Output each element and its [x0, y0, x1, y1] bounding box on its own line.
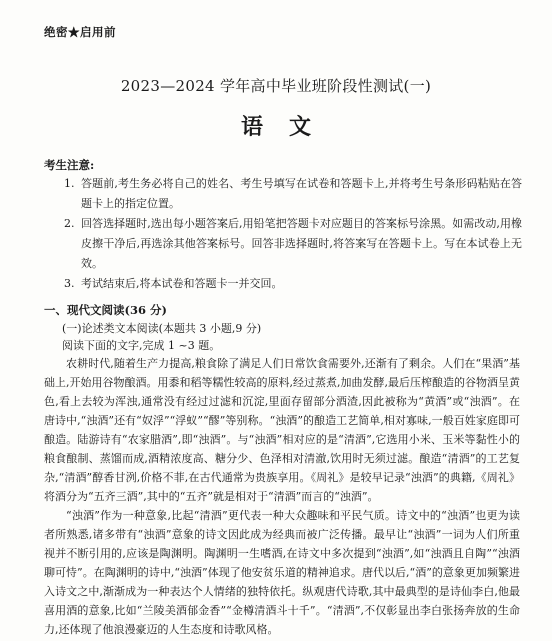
notice-item [44, 274, 522, 294]
notice-item-text: 考试结束后,将本试卷和答题卡一并交回。 [81, 277, 283, 290]
notice-item-number: 2. [64, 217, 75, 230]
passage-paragraph: 农耕时代,随着生产力提高,粮食除了满足人们日常饮食需要外,还渐有了剩余。人们在“果酒”基础上,开始用谷物酿酒。用黍和稻等糯性较高的原料,经过蒸煮,加曲发酵,最后压榨酿造的谷物酒呈黄色,看上去较为浑浊,通常没有经过过滤和沉淀,里面存留部分酒渣,因此被称为“黄酒”或“浊酒”。在唐诗中,“浊酒”还有“奴浮”“浮蚁”“醪”等别称。“浊酒”的酿造工艺简单,相对寡味,一般百姓家庭即可酿造。陆游诗有“农家腊酒”,即“浊酒”。与“浊酒”相对应的是“清酒”,它选用小米、玉米等黏性小的粮食酿制、蒸馏而成,酒精浓度高、糖分少、色泽相对清澈,饮用时无须过滤。酿造“清酒”的工艺复杂,“清酒”醇香甘洌,价格不菲,在古代通常为贵族享用。《周礼》是较早记录“浊酒”的典籍,《周礼》将酒分为“五齐三酒”,其中的“五齐”就是相对于“清酒”而言的“浊酒”。 [44, 357, 520, 503]
notice-item-text: 答题前,考生务必将自己的姓名、考生号填写在试卷和答题卡上,并将考生号条形码粘贴在答题卡上的指定位置。 [81, 177, 522, 210]
notice-item-text: 回答选择题时,选出每小题答案后,用铅笔把答题卡对应题目的答案标号涂黑。如需改动,用橡皮擦干净后,再选涂其他答案标号。回答非选择题时,将答案写在答题卡上。写在本试卷上无效。 [81, 217, 522, 270]
notice-list [44, 174, 522, 294]
notice-item-number: 1. [64, 177, 75, 190]
reading-instruction: 阅读下面的文字,完成 1 ~3 题。 [62, 339, 221, 352]
section-heading: 一、现代文阅读(36 分) [44, 303, 167, 317]
notice-heading: 考生注意: [44, 158, 95, 172]
passage-paragraph: “浊酒”作为一种意象,比起“清酒”更代表一种大众趣味和平民气质。诗文中的“浊酒”也更为读者所熟悉,诸多带有“浊酒”意象的诗文因此成为经典而被广泛传播。最早让“浊酒”一词为人们所重视并不断引用的,应该是陶渊明。陶渊明一生嗜酒,在诗文中多次提到“浊酒”,如“浊酒且自陶”“浊酒聊可恃”。在陶渊明的诗中,“浊酒”体现了他安贫乐道的精神追求。唐代以后,“酒”的意象更加频繁进入诗文之中,渐渐成为一种表达个人情绪的独特依托。纵观唐代诗歌,其中最典型的是诗仙李白,他最喜用酒的意象,比如“兰陵美酒郁金香”“金樽清酒斗十千”。“清酒”,不仅彰显出李白张扬奔放的生命力,还体现了他浪漫豪迈的人生态度和诗歌风格。 [44, 509, 520, 636]
exam-title: 2023—2024 学年高中毕业班阶段性测试(一) [120, 77, 432, 95]
subject-title: 语文 [240, 114, 337, 140]
reading-passage [44, 354, 520, 639]
notice-item-number: 3. [64, 277, 75, 290]
confidential-mark: 绝密★启用前 [44, 25, 116, 39]
notice-item [44, 174, 522, 214]
notice-item [44, 214, 522, 274]
sub-section-heading: (一)论述类文本阅读(本题共 3 小题,9 分) [62, 322, 262, 335]
